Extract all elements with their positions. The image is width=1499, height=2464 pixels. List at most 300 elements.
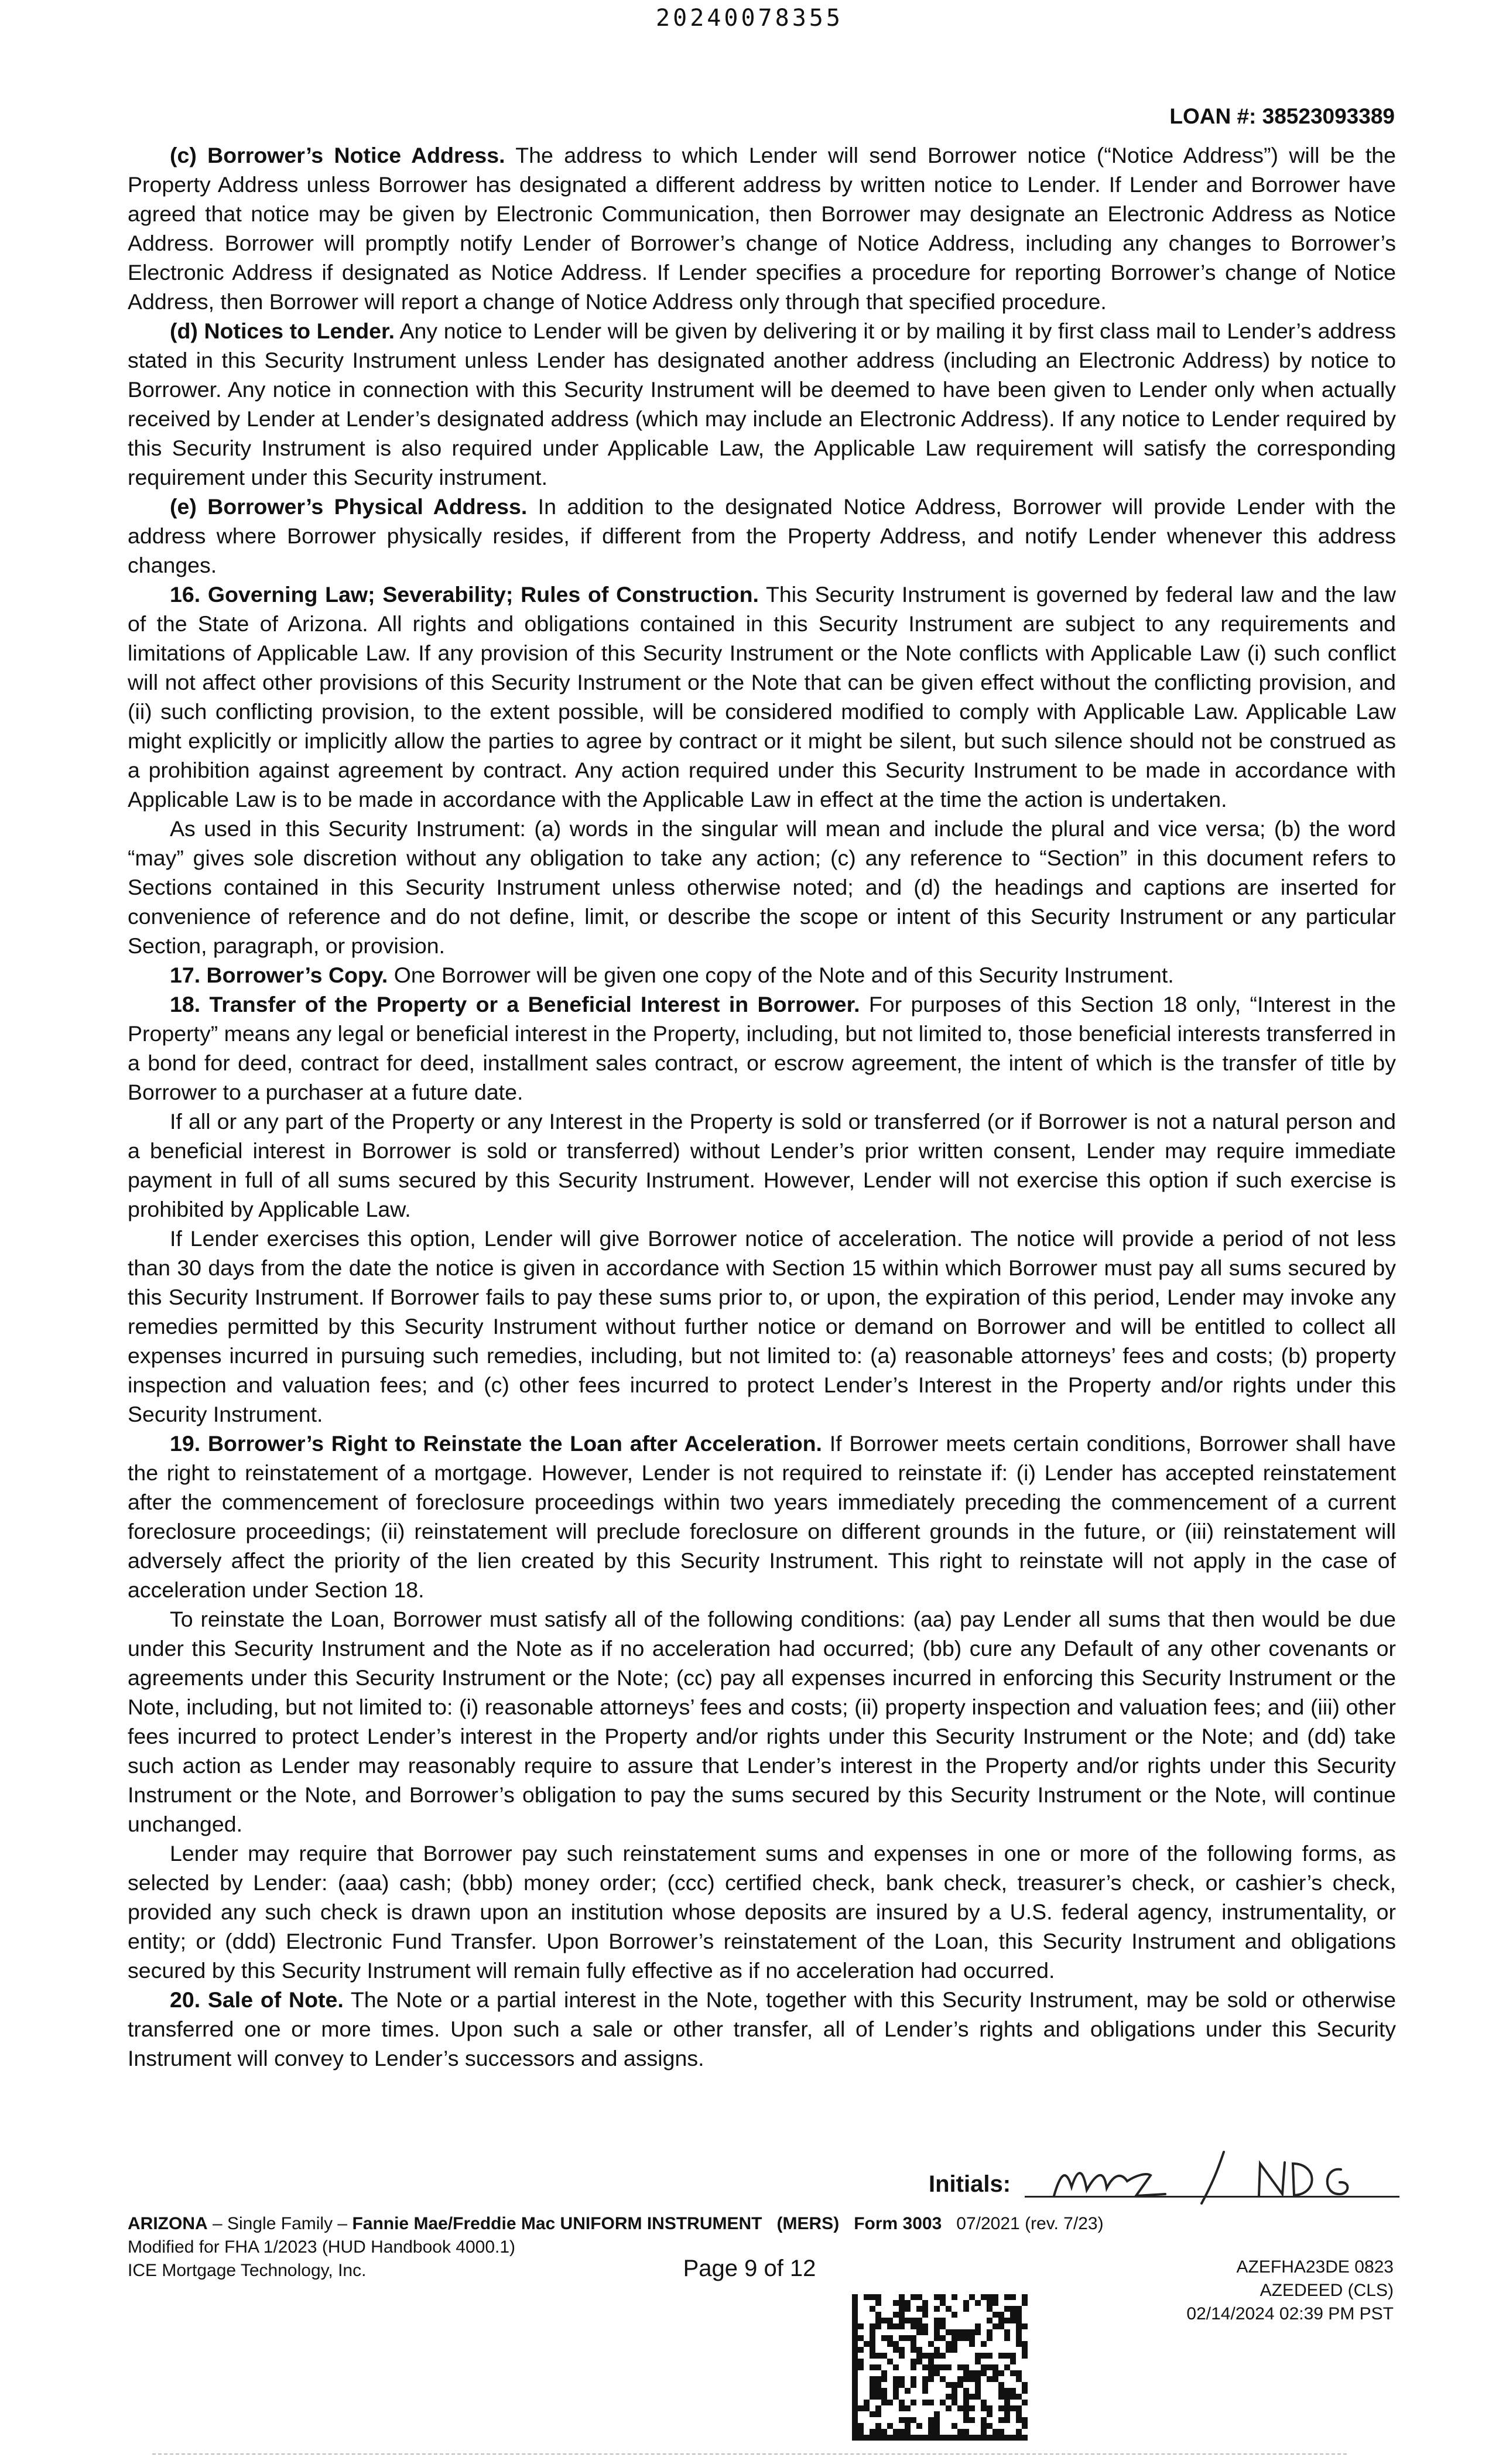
- barcode-module: [870, 2394, 875, 2400]
- barcode-module: [893, 2347, 899, 2353]
- barcode-module: [975, 2370, 981, 2376]
- barcode-module: [993, 2364, 998, 2370]
- barcode-module: [881, 2353, 887, 2359]
- barcode-module: [870, 2323, 875, 2329]
- barcode-module: [934, 2294, 940, 2300]
- barcode-module: [1010, 2306, 1016, 2312]
- barcode-module: [887, 2341, 893, 2347]
- barcode-module: [957, 2435, 963, 2441]
- barcode-module: [916, 2294, 922, 2300]
- barcode-module: [870, 2435, 875, 2441]
- paragraph: [128, 580, 1396, 814]
- barcode-module: [911, 2341, 916, 2347]
- barcode-module: [981, 2423, 987, 2429]
- barcode-module: [940, 2435, 946, 2441]
- barcode-module: [993, 2300, 998, 2306]
- barcode-module: [928, 2341, 934, 2347]
- form-description: – Single Family –: [207, 2214, 352, 2233]
- barcode-module: [870, 2353, 875, 2359]
- barcode-module: [998, 2435, 1004, 2441]
- barcode-module: [963, 2306, 969, 2312]
- barcode-module: [1022, 2347, 1028, 2353]
- barcode-module: [1004, 2353, 1010, 2359]
- form-code-2: AZEDEED (CLS): [1260, 2281, 1394, 2300]
- barcode-module: [852, 2429, 858, 2435]
- barcode-module: [899, 2405, 905, 2411]
- barcode-module: [852, 2347, 858, 2353]
- barcode-module: [957, 2364, 963, 2370]
- barcode-module: [952, 2400, 957, 2405]
- barcode-module: [1004, 2411, 1010, 2417]
- barcode-module: [952, 2335, 957, 2341]
- barcode-module: [981, 2417, 987, 2423]
- section-heading: (d) Notices to Lender.: [170, 319, 395, 343]
- barcode-module: [922, 2353, 928, 2359]
- barcode-module: [858, 2364, 864, 2370]
- barcode-module: [852, 2318, 858, 2323]
- barcode-module: [916, 2306, 922, 2312]
- section-text: For purposes of this Section 18 only, “Interest in the Property” means any legal or beneficial interest in the Property, including, but not limited to, those beneficial interests transferred in a bond for deed, contract for deed, installment sales contract, or escrow agreement, the intent of which is the transfer of title by Borrower to a purchaser at a future date.: [128, 992, 1396, 1104]
- barcode-module: [887, 2400, 893, 2405]
- section-text: To reinstate the Loan, Borrower must satisfy all of the following conditions: (aa) pay Lender all sums that then would be due under this Security Instrument and the Note as if no acceleration had occurred; (bb) cure any Default of any other covenants or agreements under this Security Instrument or the Note; (cc) pay all expenses incurred in enforcing this Security Instrument or the Note, including, but not limited to: (i) reasonable attorneys’ fees and costs; (ii) property inspection and valuation fees; and (iii) other fees incurred to protect Lender’s interest in the Property and/or rights under this Security Instrument or the Note; and (dd) take such action as Lender may reasonably require to assure that Lender’s interest in the Property and/or rights under this Security Instrument or the Note, and Borrower’s obligation to pay the sums secured by this Security Instrument or the Note, will continue unchanged.: [128, 1607, 1396, 1836]
- paragraph: [128, 1429, 1396, 1604]
- barcode-module: [875, 2423, 881, 2429]
- barcode-module: [875, 2388, 881, 2394]
- barcode-module: [940, 2400, 946, 2405]
- barcode-module: [987, 2405, 993, 2411]
- barcode-module: [922, 2400, 928, 2405]
- barcode-module: [987, 2376, 993, 2382]
- barcode-module: [852, 2382, 858, 2388]
- paragraph: [128, 1604, 1396, 1839]
- barcode-module: [881, 2400, 887, 2405]
- barcode-module: [1004, 2329, 1010, 2335]
- barcode-module: [934, 2353, 940, 2359]
- initials-signature-drawing: [1048, 2140, 1399, 2205]
- barcode-module: [963, 2417, 969, 2423]
- barcode-module: [975, 2300, 981, 2306]
- barcode-module: [1016, 2312, 1022, 2318]
- barcode-module: [870, 2294, 875, 2300]
- barcode-module: [875, 2382, 881, 2388]
- barcode-module: [963, 2300, 969, 2306]
- barcode-module: [1016, 2306, 1022, 2312]
- barcode-module: [940, 2376, 946, 2382]
- bottom-scan-edge: [152, 2453, 1347, 2455]
- barcode-module: [852, 2370, 858, 2376]
- section-text: One Borrower will be given one copy of the Note and of this Security Instrument.: [388, 963, 1174, 987]
- barcode-module: [881, 2376, 887, 2382]
- barcode-module: [858, 2359, 864, 2364]
- barcode-module: [946, 2306, 952, 2312]
- barcode-module: [975, 2359, 981, 2364]
- barcode-module: [975, 2323, 981, 2329]
- barcode-module: [899, 2323, 905, 2329]
- barcode-module: [875, 2405, 881, 2411]
- barcode-module: [952, 2388, 957, 2394]
- barcode-module: [993, 2376, 998, 2382]
- barcode-module: [975, 2376, 981, 2382]
- paragraph: [128, 492, 1396, 580]
- barcode-module: [946, 2364, 952, 2370]
- barcode-module: [852, 2306, 858, 2312]
- barcode-module: [940, 2335, 946, 2341]
- barcode-module: [1010, 2353, 1016, 2359]
- section-heading: 16. Governing Law; Severability; Rules of Construction.: [170, 582, 759, 607]
- barcode-module: [1016, 2341, 1022, 2347]
- barcode-module: [870, 2388, 875, 2394]
- barcode-module: [911, 2376, 916, 2382]
- barcode-module: [922, 2329, 928, 2335]
- barcode-module: [957, 2335, 963, 2341]
- barcode-module: [905, 2423, 911, 2429]
- barcode-module: [1016, 2394, 1022, 2400]
- barcode-module: [864, 2294, 870, 2300]
- section-text: The address to which Lender will send Borrower notice (“Notice Address”) will be the Property Address unless Borrower has designated a different address by written notice to Lender. If Lender and Borrower have agreed that notice may be given by Electronic Communication, then Borrower may designate an Electronic Address as Notice Address. Borrower will promptly notify Lender of Borrower’s change of Notice Address, including any changes to Borrower’s Electronic Address if designated as Notice Address. If Lender specifies a procedure for reporting Borrower’s change of Notice Address, then Borrower will report a change of Notice Address only through that specified procedure.: [128, 143, 1397, 314]
- barcode-module: [928, 2376, 934, 2382]
- barcode-module: [981, 2353, 987, 2359]
- barcode-module: [858, 2347, 864, 2353]
- barcode-module: [946, 2405, 952, 2411]
- section-text: If Borrower meets certain conditions, Borrower shall have the right to reinstatement of a mortgage. However, Lender is not required to reinstate if: (i) Lender has accepted reinstatement after the commencement of foreclosure proceedings within two years immediately preceding the commencement of a current foreclosure proceedings; (ii) reinstatement will preclude foreclosure on different grounds in the future, or (iii) reinstatement will adversely affect the priority of the lien created by this Security Instrument. This right to reinstate will not apply in the case of acceleration under Section 18.: [128, 1431, 1396, 1602]
- barcode-module: [875, 2376, 881, 2382]
- barcode-module: [1022, 2323, 1028, 2329]
- barcode-module: [952, 2341, 957, 2347]
- barcode-module: [963, 2388, 969, 2394]
- handwritten-initials: [1048, 2140, 1399, 2205]
- barcode-module: [934, 2423, 940, 2429]
- barcode-module: [852, 2364, 858, 2370]
- page-number: Page 9 of 12: [683, 2256, 816, 2281]
- barcode-module: [963, 2376, 969, 2382]
- barcode-module: [1016, 2323, 1022, 2329]
- barcode-module: [916, 2359, 922, 2364]
- barcode-module: [952, 2394, 957, 2400]
- barcode-module: [963, 2329, 969, 2335]
- barcode-module: [864, 2435, 870, 2441]
- barcode-module: [887, 2323, 893, 2329]
- barcode-module: [1004, 2335, 1010, 2341]
- barcode-module: [875, 2429, 881, 2435]
- barcode-module: [963, 2411, 969, 2417]
- form-code-1: AZEFHA23DE 0823: [1236, 2257, 1394, 2277]
- barcode-module: [1016, 2335, 1022, 2341]
- paragraph: [128, 1985, 1396, 2073]
- paragraph: [128, 141, 1396, 316]
- barcode-module: [957, 2382, 963, 2388]
- barcode-module: [993, 2435, 998, 2441]
- barcode-module: [922, 2306, 928, 2312]
- loan-number: LOAN #: 38523093389: [1169, 104, 1395, 128]
- barcode-module: [1022, 2435, 1028, 2441]
- form-identification: [128, 2212, 1104, 2236]
- barcode-module: [899, 2435, 905, 2441]
- barcode-module: [963, 2394, 969, 2400]
- form-modified-note: Modified for FHA 1/2023 (HUD Handbook 4000.1): [128, 2237, 516, 2257]
- barcode-module: [875, 2294, 881, 2300]
- barcode-module: [952, 2423, 957, 2429]
- section-heading: (c) Borrower’s Notice Address.: [170, 143, 505, 167]
- barcode-module: [981, 2405, 987, 2411]
- barcode-module: [975, 2388, 981, 2394]
- barcode-module: [975, 2435, 981, 2441]
- barcode-module: [993, 2323, 998, 2329]
- barcode-module: [1016, 2417, 1022, 2423]
- barcode-module: [875, 2411, 881, 2417]
- barcode-module: [1022, 2388, 1028, 2394]
- barcode-module: [870, 2306, 875, 2312]
- barcode-module: [893, 2382, 899, 2388]
- barcode-module: [1010, 2388, 1016, 2394]
- initials-label: Initials:: [929, 2171, 1011, 2197]
- barcode-module: [934, 2306, 940, 2312]
- barcode-module: [881, 2370, 887, 2376]
- section-text: This Security Instrument is governed by federal law and the law of the State of Arizona. All rights and obligations contained in this Security Instrument are subject to any requirements and limitations of Applicable Law. If any provision of this Security Instrument or the Note conflicts with Applicable Law (i) such conflict will not affect other provisions of this Security Instrument or the Note that can be given effect without the conflicting provision, and (ii) such conflicting provision, to the extent possible, will be considered modified to comply with Applicable Law. Applicable Law might explicitly or implicitly allow the parties to agree by contract or it might be silent, but such silence should not be construed as a prohibition against agreement by contract. Any action required under this Security Instrument to be made in accordance with Applicable Law is to be made in accordance with the Applicable Law in effect at the time the action is undertaken.: [128, 582, 1396, 812]
- barcode-module: [963, 2400, 969, 2405]
- barcode-module: [969, 2329, 975, 2335]
- barcode-module: [981, 2400, 987, 2405]
- barcode-image: [852, 2294, 1028, 2441]
- barcode-module: [987, 2318, 993, 2323]
- barcode-module: [987, 2411, 993, 2417]
- barcode-module: [981, 2364, 987, 2370]
- barcode-module: [1022, 2353, 1028, 2359]
- barcode-module: [946, 2394, 952, 2400]
- form-company: ICE Mortgage Technology, Inc.: [128, 2261, 367, 2280]
- barcode-module: [987, 2300, 993, 2306]
- barcode-module: [911, 2359, 916, 2364]
- barcode-module: [852, 2400, 858, 2405]
- barcode-module: [911, 2318, 916, 2323]
- barcode-module: [975, 2353, 981, 2359]
- form-codes: [1186, 2256, 1394, 2326]
- barcode-module: [981, 2370, 987, 2376]
- barcode-module: [922, 2300, 928, 2306]
- barcode-module: [858, 2405, 864, 2411]
- barcode-module: [940, 2300, 946, 2306]
- barcode-module: [870, 2376, 875, 2382]
- barcode-module: [922, 2323, 928, 2329]
- barcode-module: [940, 2353, 946, 2359]
- barcode-module: [934, 2323, 940, 2329]
- barcode-module: [858, 2323, 864, 2329]
- barcode-module: [893, 2312, 899, 2318]
- form-timestamp: 02/14/2024 02:39 PM PST: [1186, 2304, 1394, 2323]
- barcode-module: [998, 2429, 1004, 2435]
- barcode-module: [911, 2294, 916, 2300]
- barcode-module: [852, 2323, 858, 2329]
- barcode-module: [946, 2347, 952, 2353]
- barcode-module: [1004, 2405, 1010, 2411]
- barcode-module: [899, 2312, 905, 2318]
- form-number: Form 3003: [854, 2214, 942, 2233]
- barcode-module: [963, 2429, 969, 2435]
- barcode-module: [875, 2300, 881, 2306]
- barcode-module: [998, 2417, 1004, 2423]
- barcode-module: [934, 2370, 940, 2376]
- barcode-module: [969, 2435, 975, 2441]
- barcode-module: [1016, 2370, 1022, 2376]
- barcode-module: [928, 2435, 934, 2441]
- barcode-module: [1004, 2388, 1010, 2394]
- barcode-module: [928, 2353, 934, 2359]
- barcode-module: [899, 2353, 905, 2359]
- barcode-module: [1016, 2318, 1022, 2323]
- barcode-module: [905, 2405, 911, 2411]
- barcode-module: [922, 2382, 928, 2388]
- section-text: If Lender exercises this option, Lender will give Borrower notice of acceleration. The notice will provide a period of not less than 30 days from the date the notice is given in accordance with Section 15 within which Borrower must pay all sums secured by this Security Instrument. If Borrower fails to pay these sums prior to, or upon, the expiration of this period, Lender may invoke any remedies permitted by this Security Instrument without further notice or demand on Borrower and will be entitled to collect all expenses incurred in pursuing such remedies, including, but not limited to: (a) reasonable attorneys’ fees and costs; (b) property inspection and valuation fees; and (c) other fees incurred to protect Lender’s Interest in the Property and/or rights under this Security Instrument.: [128, 1226, 1396, 1426]
- barcode-module: [916, 2323, 922, 2329]
- form-mers: (MERS): [776, 2214, 840, 2233]
- recording-number: 20240078355: [656, 5, 843, 32]
- barcode-module: [1010, 2312, 1016, 2318]
- barcode-module: [975, 2394, 981, 2400]
- barcode-module: [852, 2405, 858, 2411]
- form-state: ARIZONA: [128, 2214, 208, 2233]
- paragraph: [128, 316, 1396, 492]
- barcode-module: [934, 2417, 940, 2423]
- barcode-module: [969, 2335, 975, 2341]
- barcode-module: [870, 2335, 875, 2341]
- barcode-module: [875, 2318, 881, 2323]
- barcode-module: [1010, 2318, 1016, 2323]
- barcode-module: [957, 2329, 963, 2335]
- barcode-module: [993, 2370, 998, 2376]
- barcode-module: [1004, 2435, 1010, 2441]
- barcode-module: [1022, 2300, 1028, 2306]
- barcode-module: [911, 2400, 916, 2405]
- barcode-module: [852, 2312, 858, 2318]
- barcode-module: [1016, 2329, 1022, 2335]
- section-heading: (e) Borrower’s Physical Address.: [170, 494, 528, 519]
- barcode-module: [957, 2429, 963, 2435]
- barcode-module: [916, 2318, 922, 2323]
- barcode-module: [987, 2423, 993, 2429]
- barcode-module: [899, 2335, 905, 2341]
- section-text: If all or any part of the Property or any Interest in the Property is sold or transferred (or if Borrower is not a natural person and a beneficial interest in Borrower is sold or transferred) without Lender’s prior written consent, Lender may require immediate payment in full of all sums secured by this Security Instrument. However, Lender will not exercise this option if such exercise is prohibited by Applicable Law.: [128, 1109, 1396, 1221]
- barcode-module: [911, 2435, 916, 2441]
- section-heading: 20. Sale of Note.: [170, 1987, 344, 2012]
- barcode-module: [987, 2364, 993, 2370]
- paragraph: [128, 1107, 1396, 1224]
- barcode-module: [922, 2364, 928, 2370]
- barcode-module: [916, 2353, 922, 2359]
- barcode-module: [952, 2382, 957, 2388]
- section-heading: 18. Transfer of the Property or a Beneficial Interest in Borrower.: [170, 992, 860, 1017]
- barcode-module: [969, 2294, 975, 2300]
- barcode-module: [963, 2370, 969, 2376]
- barcode-module: [916, 2329, 922, 2335]
- barcode-module: [881, 2435, 887, 2441]
- barcode-module: [852, 2294, 858, 2300]
- barcode-module: [998, 2323, 1004, 2329]
- barcode-module: [1004, 2394, 1010, 2400]
- barcode-module: [1010, 2294, 1016, 2300]
- barcode-module: [852, 2341, 858, 2347]
- barcode-module: [934, 2329, 940, 2335]
- barcode-module: [887, 2335, 893, 2341]
- barcode-module: [981, 2294, 987, 2300]
- barcode-module: [928, 2429, 934, 2435]
- barcode-module: [981, 2435, 987, 2441]
- barcode-module: [905, 2300, 911, 2306]
- barcode-module: [952, 2329, 957, 2335]
- paragraph: [128, 1224, 1396, 1429]
- barcode-module: [852, 2335, 858, 2341]
- barcode-module: [969, 2405, 975, 2411]
- barcode-module: [952, 2347, 957, 2353]
- barcode-module: [899, 2429, 905, 2435]
- barcode-module: [987, 2294, 993, 2300]
- barcode-module: [881, 2429, 887, 2435]
- barcode-module: [887, 2435, 893, 2441]
- barcode-module: [981, 2341, 987, 2347]
- barcode-module: [1016, 2405, 1022, 2411]
- paragraph: [128, 1839, 1396, 1985]
- barcode-module: [858, 2435, 864, 2441]
- barcode-module: [969, 2394, 975, 2400]
- barcode-module: [998, 2370, 1004, 2376]
- barcode-module: [905, 2429, 911, 2435]
- barcode-module: [911, 2335, 916, 2341]
- barcode-module: [858, 2429, 864, 2435]
- barcode-module: [998, 2382, 1004, 2388]
- barcode-module: [928, 2370, 934, 2376]
- barcode-module: [1004, 2294, 1010, 2300]
- barcode-module: [893, 2376, 899, 2382]
- barcode-module: [852, 2423, 858, 2429]
- barcode-module: [946, 2329, 952, 2335]
- barcode-module: [870, 2411, 875, 2417]
- barcode-module: [940, 2294, 946, 2300]
- barcode-module: [887, 2359, 893, 2364]
- barcode-module: [975, 2329, 981, 2335]
- barcode-module: [893, 2341, 899, 2347]
- paragraph: [128, 960, 1396, 990]
- barcode-module: [963, 2405, 969, 2411]
- barcode-module: [922, 2435, 928, 2441]
- barcode-module: [911, 2364, 916, 2370]
- barcode-module: [905, 2306, 911, 2312]
- barcode-module: [1022, 2417, 1028, 2423]
- barcode-module: [899, 2347, 905, 2353]
- barcode-module: [928, 2400, 934, 2405]
- barcode-module: [893, 2388, 899, 2394]
- barcode-module: [875, 2323, 881, 2329]
- barcode-module: [998, 2405, 1004, 2411]
- paragraph: [128, 814, 1396, 960]
- barcode-module: [940, 2318, 946, 2323]
- barcode-module: [998, 2388, 1004, 2394]
- barcode-module: [911, 2347, 916, 2353]
- barcode-module: [864, 2400, 870, 2405]
- barcode-module: [975, 2382, 981, 2388]
- barcode-module: [1022, 2423, 1028, 2429]
- barcode-module: [899, 2318, 905, 2323]
- barcode-module: [881, 2335, 887, 2341]
- section-text: As used in this Security Instrument: (a) words in the singular will mean and include the plural and vice versa; (b) the word “may” gives sole discretion without any obligation to take any action; (c) any reference to “Section” in this document refers to Sections contained in this Security Instrument unless otherwise noted; and (d) the headings and captions are inserted for convenience of reference and do not define, limit, or describe the scope or intent of this Security Instrument or any particular Section, paragraph, or provision.: [128, 816, 1396, 958]
- barcode-module: [870, 2382, 875, 2388]
- barcode-module: [899, 2400, 905, 2405]
- barcode-module: [952, 2294, 957, 2300]
- barcode-module: [893, 2435, 899, 2441]
- barcode-module: [1004, 2417, 1010, 2423]
- barcode-module: [875, 2353, 881, 2359]
- barcode-module: [911, 2323, 916, 2329]
- barcode-module: [922, 2376, 928, 2382]
- barcode-module: [998, 2353, 1004, 2359]
- barcode-module: [1016, 2435, 1022, 2441]
